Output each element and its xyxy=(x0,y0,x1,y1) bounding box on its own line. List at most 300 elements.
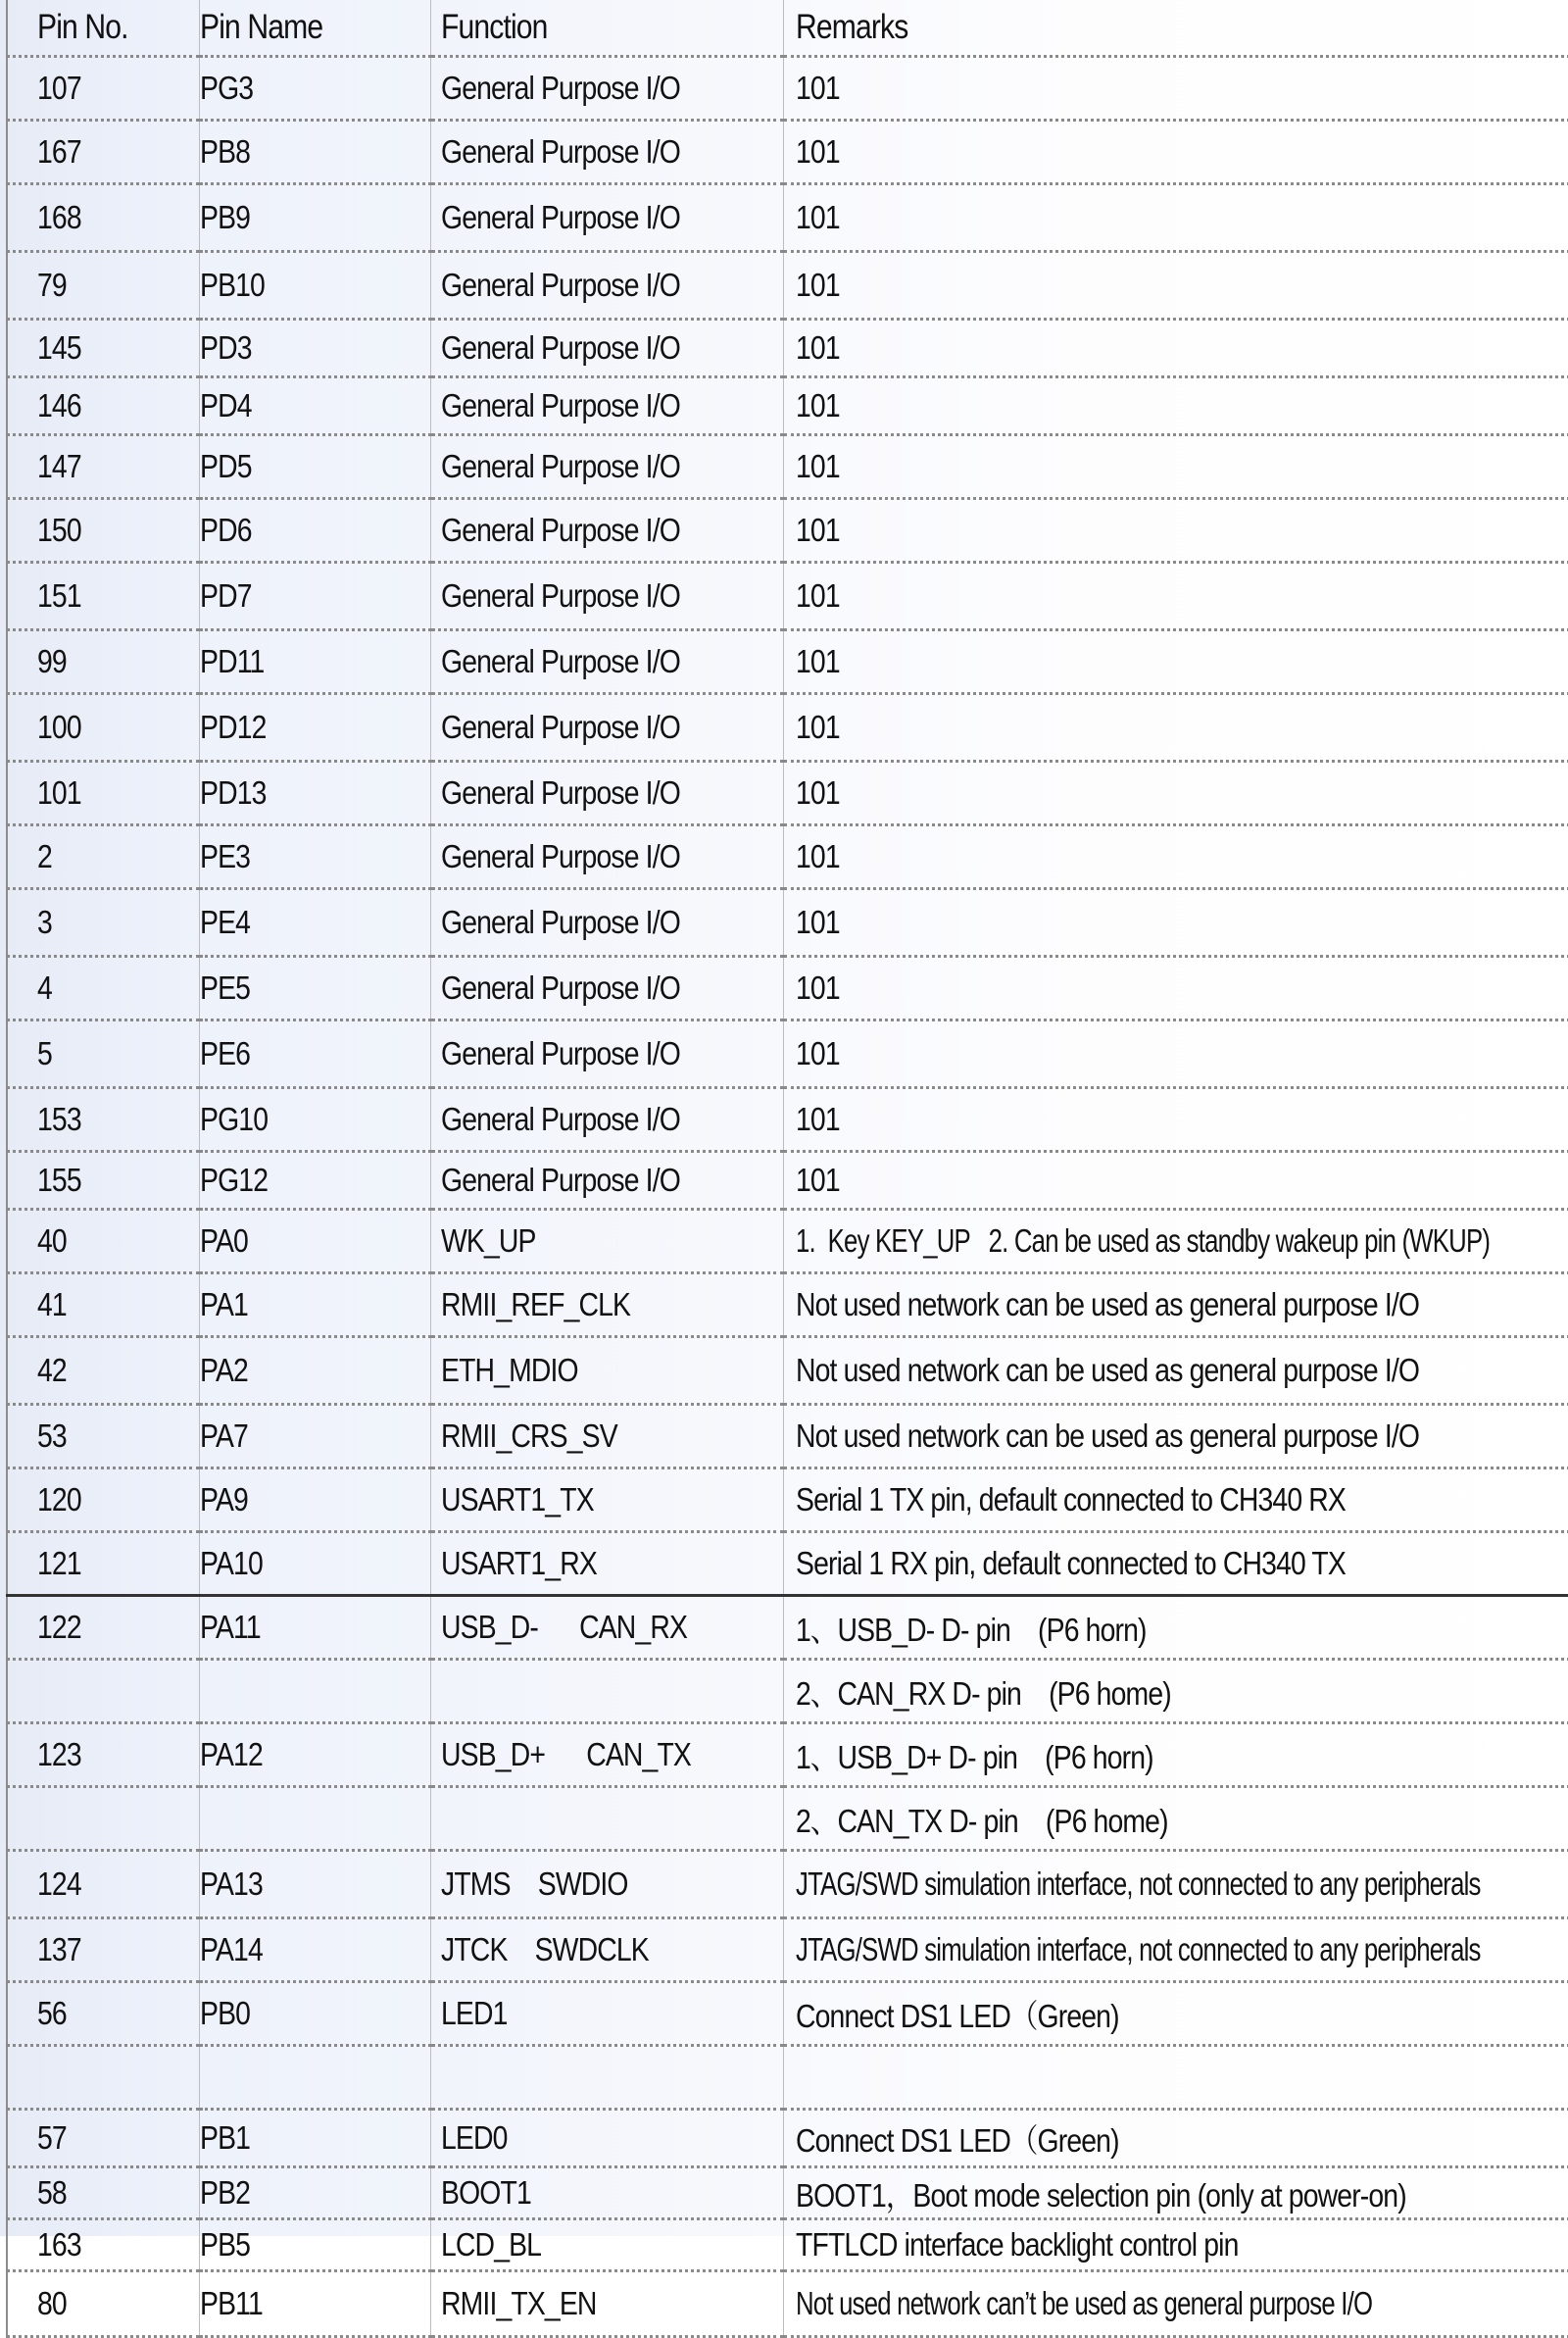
table-row xyxy=(7,2167,1568,2219)
cell-remarks xyxy=(783,957,1568,1020)
table-row xyxy=(7,1723,1568,1787)
cell-function xyxy=(430,499,783,563)
cell-remarks-text: Not used network can be used as general purpose I/O xyxy=(795,1418,1419,1454)
table-row xyxy=(7,2271,1568,2337)
cell-function xyxy=(430,1210,783,1273)
cell-pin-name xyxy=(199,2219,430,2271)
header-remarks xyxy=(783,0,1568,57)
pin-table xyxy=(6,0,1568,2338)
cell-function-text: LCD_BL xyxy=(440,2226,541,2263)
cell-pin-no-text: 101 xyxy=(37,774,81,811)
table-row xyxy=(7,1152,1568,1210)
table-row xyxy=(7,1468,1568,1532)
cell-remarks-text: 101 xyxy=(795,199,840,235)
cell-pin-no-text: 56 xyxy=(37,1995,67,2031)
cell-remarks-text: 101 xyxy=(795,1162,840,1198)
cell-remarks-text: 101 xyxy=(795,70,840,106)
table-row xyxy=(7,1982,1568,2046)
cell-pin-no-text: 153 xyxy=(37,1101,81,1137)
cell-pin-name xyxy=(199,57,430,121)
cell-pin-name-text: PA11 xyxy=(199,1609,261,1645)
cell-remarks-text: 101 xyxy=(795,512,840,548)
cell-pin-no xyxy=(7,57,199,121)
cell-pin-name-text: PA7 xyxy=(199,1418,248,1454)
cell-pin-no-text: 4 xyxy=(37,970,52,1006)
cell-remarks-text: 1. Key KEY_UP 2. Can be used as standby wakeup pin (WKUP) xyxy=(795,1222,1490,1259)
cell-remarks xyxy=(783,630,1568,694)
cell-pin-no xyxy=(7,630,199,694)
cell-pin-no-text: 80 xyxy=(37,2285,67,2321)
cell-remarks-text: 2、CAN_TX D- pin (P6 home) xyxy=(795,1802,1168,1839)
cell-pin-name-text: PD11 xyxy=(199,643,264,679)
table-row xyxy=(7,121,1568,184)
cell-function xyxy=(430,252,783,320)
cell-remarks-text: 1、USB_D+ D- pin (P6 horn) xyxy=(795,1738,1153,1775)
cell-remarks-text: 101 xyxy=(795,1101,840,1137)
cell-function xyxy=(430,957,783,1020)
cell-pin-no-text: 168 xyxy=(37,199,81,235)
cell-pin-name xyxy=(199,320,430,377)
table-row xyxy=(7,957,1568,1020)
cell-function xyxy=(430,1532,783,1596)
cell-pin-name-text: PB10 xyxy=(199,267,265,303)
cell-remarks xyxy=(783,499,1568,563)
cell-remarks-text: Not used network can be used as general purpose I/O xyxy=(795,1352,1419,1388)
cell-pin-name-text: PD13 xyxy=(199,774,267,811)
cell-pin-no xyxy=(7,825,199,889)
table-row xyxy=(7,57,1568,121)
cell-pin-name-text: PA1 xyxy=(199,1286,248,1322)
cell-function xyxy=(430,184,783,252)
cell-pin-no-text: 137 xyxy=(37,1931,81,1967)
cell-pin-name-text: PE5 xyxy=(199,970,250,1006)
cell-pin-no xyxy=(7,499,199,563)
table-row xyxy=(7,1088,1568,1152)
cell-pin-no xyxy=(7,1210,199,1273)
cell-remarks-text: 101 xyxy=(795,643,840,679)
cell-function xyxy=(430,2271,783,2337)
cell-remarks xyxy=(783,252,1568,320)
table-row xyxy=(7,2219,1568,2271)
table-row xyxy=(7,320,1568,377)
cell-pin-no xyxy=(7,1982,199,2046)
cell-remarks-text: JTAG/SWD simulation interface, not connected to any peripherals xyxy=(795,1865,1481,1902)
cell-pin-no-text: 151 xyxy=(37,577,81,614)
cell-pin-no xyxy=(7,1851,199,1918)
cell-pin-name xyxy=(199,1468,430,1532)
cell-remarks xyxy=(783,1660,1568,1723)
cell-pin-name xyxy=(199,2167,430,2219)
cell-function-text: JTMS SWDIO xyxy=(440,1865,628,1902)
cell-pin-no-text: 42 xyxy=(37,1352,67,1388)
cell-pin-no xyxy=(7,2046,199,2110)
cell-remarks xyxy=(783,1918,1568,1982)
cell-remarks xyxy=(783,377,1568,435)
cell-remarks xyxy=(783,2271,1568,2337)
cell-function xyxy=(430,1273,783,1337)
cell-function xyxy=(430,825,783,889)
cell-function xyxy=(430,435,783,499)
cell-function-text: General Purpose I/O xyxy=(440,643,680,679)
cell-remarks xyxy=(783,563,1568,630)
cell-remarks-text: 101 xyxy=(795,267,840,303)
cell-function-text: General Purpose I/O xyxy=(440,709,680,745)
cell-function xyxy=(430,1020,783,1088)
table-row xyxy=(7,2110,1568,2167)
cell-function-text: General Purpose I/O xyxy=(440,133,680,170)
cell-pin-name-text: PG10 xyxy=(199,1101,268,1137)
cell-function xyxy=(430,1405,783,1468)
cell-pin-name-text: PD6 xyxy=(199,512,252,548)
cell-function xyxy=(430,1982,783,2046)
cell-pin-name xyxy=(199,1405,430,1468)
table-body xyxy=(7,57,1568,2337)
table-row xyxy=(7,694,1568,762)
cell-remarks xyxy=(783,435,1568,499)
cell-function xyxy=(430,1596,783,1660)
header-pin-name xyxy=(199,0,430,57)
cell-pin-no xyxy=(7,1337,199,1405)
cell-pin-name-text: PB5 xyxy=(199,2226,250,2263)
cell-function-text: General Purpose I/O xyxy=(440,387,680,423)
table-row xyxy=(7,1337,1568,1405)
table-row xyxy=(7,2046,1568,2110)
cell-remarks xyxy=(783,57,1568,121)
table-row xyxy=(7,1020,1568,1088)
table-header-row xyxy=(7,0,1568,57)
cell-function xyxy=(430,889,783,957)
cell-remarks-text: 2、CAN_RX D- pin (P6 home) xyxy=(795,1674,1171,1712)
cell-pin-no xyxy=(7,121,199,184)
header-label: Function xyxy=(440,8,548,46)
cell-function xyxy=(430,1468,783,1532)
cell-pin-name-text: PD3 xyxy=(199,329,252,366)
cell-pin-name xyxy=(199,1152,430,1210)
table-row xyxy=(7,762,1568,825)
table-row xyxy=(7,1273,1568,1337)
cell-pin-name xyxy=(199,499,430,563)
cell-function-text: General Purpose I/O xyxy=(440,448,680,484)
cell-pin-no xyxy=(7,2271,199,2337)
cell-remarks-text: 101 xyxy=(795,774,840,811)
cell-pin-no-text: 3 xyxy=(37,904,52,940)
cell-function-text: General Purpose I/O xyxy=(440,838,680,874)
table-row xyxy=(7,1596,1568,1660)
cell-pin-name-text: PA10 xyxy=(199,1545,263,1581)
cell-pin-name xyxy=(199,1210,430,1273)
cell-pin-name xyxy=(199,1596,430,1660)
cell-pin-name xyxy=(199,435,430,499)
cell-function-text: General Purpose I/O xyxy=(440,1035,680,1071)
cell-function xyxy=(430,57,783,121)
cell-pin-name xyxy=(199,1851,430,1918)
cell-remarks xyxy=(783,694,1568,762)
cell-pin-no-text: 124 xyxy=(37,1865,81,1902)
cell-pin-no xyxy=(7,1918,199,1982)
cell-pin-name-text: PA12 xyxy=(199,1736,263,1772)
cell-pin-name-text: PD4 xyxy=(199,387,252,423)
cell-pin-no-text: 58 xyxy=(37,2174,67,2211)
table-row xyxy=(7,889,1568,957)
cell-remarks xyxy=(783,825,1568,889)
cell-remarks xyxy=(783,1851,1568,1918)
cell-remarks xyxy=(783,1982,1568,2046)
table-row xyxy=(7,1405,1568,1468)
cell-pin-no xyxy=(7,1273,199,1337)
cell-function-text: RMII_CRS_SV xyxy=(440,1418,617,1454)
cell-remarks xyxy=(783,2167,1568,2219)
cell-pin-name-text: PE4 xyxy=(199,904,250,940)
cell-pin-no-text: 122 xyxy=(37,1609,81,1645)
cell-pin-name-text: PB0 xyxy=(199,1995,250,2031)
cell-pin-name xyxy=(199,2271,430,2337)
cell-function xyxy=(430,2167,783,2219)
cell-remarks xyxy=(783,889,1568,957)
cell-remarks xyxy=(783,1152,1568,1210)
table-row xyxy=(7,499,1568,563)
cell-remarks xyxy=(783,1532,1568,1596)
cell-remarks xyxy=(783,121,1568,184)
cell-function-text: WK_UP xyxy=(440,1222,536,1259)
cell-function xyxy=(430,1723,783,1787)
cell-remarks-text: Serial 1 TX pin, default connected to CH340 RX xyxy=(795,1481,1346,1517)
cell-remarks xyxy=(783,2110,1568,2167)
cell-remarks xyxy=(783,1337,1568,1405)
table-row xyxy=(7,1918,1568,1982)
cell-function xyxy=(430,1787,783,1851)
cell-pin-no-text: 155 xyxy=(37,1162,81,1198)
table-row xyxy=(7,435,1568,499)
cell-remarks-text: 101 xyxy=(795,133,840,170)
cell-pin-no xyxy=(7,1532,199,1596)
cell-remarks xyxy=(783,1210,1568,1273)
header-label: Remarks xyxy=(795,8,907,46)
cell-pin-no xyxy=(7,957,199,1020)
table-row xyxy=(7,252,1568,320)
header-function xyxy=(430,0,783,57)
cell-remarks xyxy=(783,1723,1568,1787)
cell-function-text: General Purpose I/O xyxy=(440,329,680,366)
cell-pin-no xyxy=(7,1723,199,1787)
cell-remarks-text: 101 xyxy=(795,709,840,745)
cell-pin-no-text: 99 xyxy=(37,643,67,679)
cell-remarks-text: Serial 1 RX pin, default connected to CH340 TX xyxy=(795,1545,1346,1581)
header-pin-no xyxy=(7,0,199,57)
cell-function-text: General Purpose I/O xyxy=(440,199,680,235)
cell-remarks-text: 101 xyxy=(795,970,840,1006)
cell-pin-no xyxy=(7,1088,199,1152)
cell-pin-name xyxy=(199,1787,430,1851)
cell-remarks xyxy=(783,1596,1568,1660)
cell-function-text: General Purpose I/O xyxy=(440,774,680,811)
cell-function-text: USB_D+ CAN_TX xyxy=(440,1736,691,1772)
cell-pin-no-text: 121 xyxy=(37,1545,81,1581)
cell-pin-name xyxy=(199,121,430,184)
cell-pin-name-text: PD5 xyxy=(199,448,252,484)
cell-pin-no xyxy=(7,1152,199,1210)
cell-pin-no-text: 163 xyxy=(37,2226,81,2263)
cell-pin-no-text: 57 xyxy=(37,2119,67,2156)
cell-pin-no-text: 145 xyxy=(37,329,81,366)
cell-pin-no xyxy=(7,889,199,957)
cell-function-text: General Purpose I/O xyxy=(440,512,680,548)
cell-function-text: General Purpose I/O xyxy=(440,70,680,106)
cell-pin-name xyxy=(199,563,430,630)
cell-pin-name xyxy=(199,377,430,435)
cell-pin-no-text: 53 xyxy=(37,1418,67,1454)
cell-pin-no-text: 146 xyxy=(37,387,81,423)
cell-pin-name xyxy=(199,1723,430,1787)
cell-remarks-text: 101 xyxy=(795,838,840,874)
cell-pin-no xyxy=(7,1020,199,1088)
cell-pin-no xyxy=(7,1405,199,1468)
cell-pin-no xyxy=(7,1660,199,1723)
cell-pin-no-text: 5 xyxy=(37,1035,52,1071)
cell-remarks-text: 101 xyxy=(795,448,840,484)
cell-remarks xyxy=(783,2046,1568,2110)
cell-remarks xyxy=(783,1405,1568,1468)
cell-remarks xyxy=(783,762,1568,825)
cell-function-text: ETH_MDIO xyxy=(440,1352,578,1388)
cell-pin-name-text: PD12 xyxy=(199,709,267,745)
cell-pin-name xyxy=(199,1532,430,1596)
cell-pin-no-text: 2 xyxy=(37,838,52,874)
cell-pin-name xyxy=(199,2110,430,2167)
cell-pin-name xyxy=(199,184,430,252)
cell-remarks-text: 101 xyxy=(795,904,840,940)
table-row xyxy=(7,1532,1568,1596)
cell-pin-name xyxy=(199,1020,430,1088)
cell-function-text: General Purpose I/O xyxy=(440,1162,680,1198)
cell-function xyxy=(430,1918,783,1982)
cell-function xyxy=(430,1337,783,1405)
cell-remarks xyxy=(783,184,1568,252)
cell-pin-name xyxy=(199,825,430,889)
cell-remarks xyxy=(783,1468,1568,1532)
cell-pin-name-text: PB9 xyxy=(199,199,250,235)
cell-pin-name-text: PA2 xyxy=(199,1352,248,1388)
cell-pin-no xyxy=(7,1596,199,1660)
cell-pin-name xyxy=(199,889,430,957)
cell-remarks-text: Connect DS1 LED（Green) xyxy=(795,1997,1119,2034)
cell-function-text: General Purpose I/O xyxy=(440,577,680,614)
cell-pin-no xyxy=(7,762,199,825)
cell-pin-no xyxy=(7,377,199,435)
cell-pin-name xyxy=(199,762,430,825)
cell-pin-no xyxy=(7,1468,199,1532)
cell-function-text: General Purpose I/O xyxy=(440,904,680,940)
cell-function xyxy=(430,2219,783,2271)
cell-pin-name-text: PG12 xyxy=(199,1162,268,1198)
cell-remarks-text: Not used network can’t be used as general purpose I/O xyxy=(795,2285,1372,2321)
table-row xyxy=(7,1787,1568,1851)
cell-pin-no xyxy=(7,563,199,630)
cell-function-text: LED0 xyxy=(440,2119,508,2156)
cell-function xyxy=(430,563,783,630)
cell-pin-no-text: 167 xyxy=(37,133,81,170)
cell-remarks-text: Not used network can be used as general purpose I/O xyxy=(795,1286,1419,1322)
cell-pin-name xyxy=(199,1337,430,1405)
cell-remarks-text: TFTLCD interface backlight control pin xyxy=(795,2226,1239,2263)
cell-function-text: BOOT1 xyxy=(440,2174,531,2211)
cell-pin-name-text: PA9 xyxy=(199,1481,248,1517)
cell-function-text: LED1 xyxy=(440,1995,508,2031)
cell-pin-name xyxy=(199,1088,430,1152)
cell-pin-no-text: 100 xyxy=(37,709,81,745)
cell-pin-name-text: PA14 xyxy=(199,1931,263,1967)
cell-function-text: RMII_TX_EN xyxy=(440,2285,597,2321)
table-row xyxy=(7,563,1568,630)
cell-pin-name xyxy=(199,1918,430,1982)
cell-remarks-text: 1、USB_D- D- pin (P6 horn) xyxy=(795,1611,1147,1648)
cell-function xyxy=(430,630,783,694)
cell-pin-name-text: PE3 xyxy=(199,838,250,874)
cell-remarks-text: 101 xyxy=(795,329,840,366)
cell-function xyxy=(430,1660,783,1723)
cell-function-text: JTCK SWDCLK xyxy=(440,1931,649,1967)
cell-function-text: RMII_REF_CLK xyxy=(440,1286,630,1322)
cell-function xyxy=(430,320,783,377)
cell-pin-no-text: 147 xyxy=(37,448,81,484)
cell-pin-name-text: PE6 xyxy=(199,1035,250,1071)
cell-pin-no xyxy=(7,1787,199,1851)
cell-function xyxy=(430,121,783,184)
cell-function-text: USB_D- CAN_RX xyxy=(440,1609,687,1645)
cell-remarks-text: 101 xyxy=(795,1035,840,1071)
cell-pin-name xyxy=(199,957,430,1020)
cell-pin-no-text: 107 xyxy=(37,70,81,106)
cell-remarks-text: Connect DS1 LED（Green) xyxy=(795,2121,1119,2159)
cell-remarks-text: JTAG/SWD simulation interface, not connected to any peripherals xyxy=(795,1931,1481,1967)
cell-pin-no xyxy=(7,252,199,320)
cell-remarks xyxy=(783,320,1568,377)
table-row xyxy=(7,825,1568,889)
cell-pin-name xyxy=(199,694,430,762)
cell-pin-name-text: PA13 xyxy=(199,1865,263,1902)
cell-pin-no xyxy=(7,435,199,499)
table-row xyxy=(7,630,1568,694)
cell-pin-name-text: PB11 xyxy=(199,2285,263,2321)
cell-pin-no-text: 120 xyxy=(37,1481,81,1517)
cell-remarks-text: 101 xyxy=(795,577,840,614)
cell-function xyxy=(430,1851,783,1918)
cell-pin-name-text: PB2 xyxy=(199,2174,250,2211)
cell-pin-no-text: 123 xyxy=(37,1736,81,1772)
cell-pin-name xyxy=(199,2046,430,2110)
cell-function-text: General Purpose I/O xyxy=(440,267,680,303)
cell-pin-no xyxy=(7,2167,199,2219)
cell-pin-no xyxy=(7,2110,199,2167)
cell-pin-no xyxy=(7,184,199,252)
cell-pin-name xyxy=(199,1982,430,2046)
cell-pin-no-text: 150 xyxy=(37,512,81,548)
cell-function-text: USART1_RX xyxy=(440,1545,597,1581)
cell-pin-name-text: PA0 xyxy=(199,1222,248,1259)
cell-pin-no xyxy=(7,320,199,377)
cell-pin-name-text: PG3 xyxy=(199,70,253,106)
cell-pin-no xyxy=(7,2219,199,2271)
cell-remarks-text: 101 xyxy=(795,387,840,423)
cell-function xyxy=(430,762,783,825)
table-row xyxy=(7,1210,1568,1273)
table-row xyxy=(7,184,1568,252)
cell-function xyxy=(430,2110,783,2167)
cell-function-text: General Purpose I/O xyxy=(440,970,680,1006)
cell-pin-name xyxy=(199,1660,430,1723)
cell-pin-name xyxy=(199,252,430,320)
cell-remarks xyxy=(783,1088,1568,1152)
cell-pin-name-text: PB1 xyxy=(199,2119,250,2156)
